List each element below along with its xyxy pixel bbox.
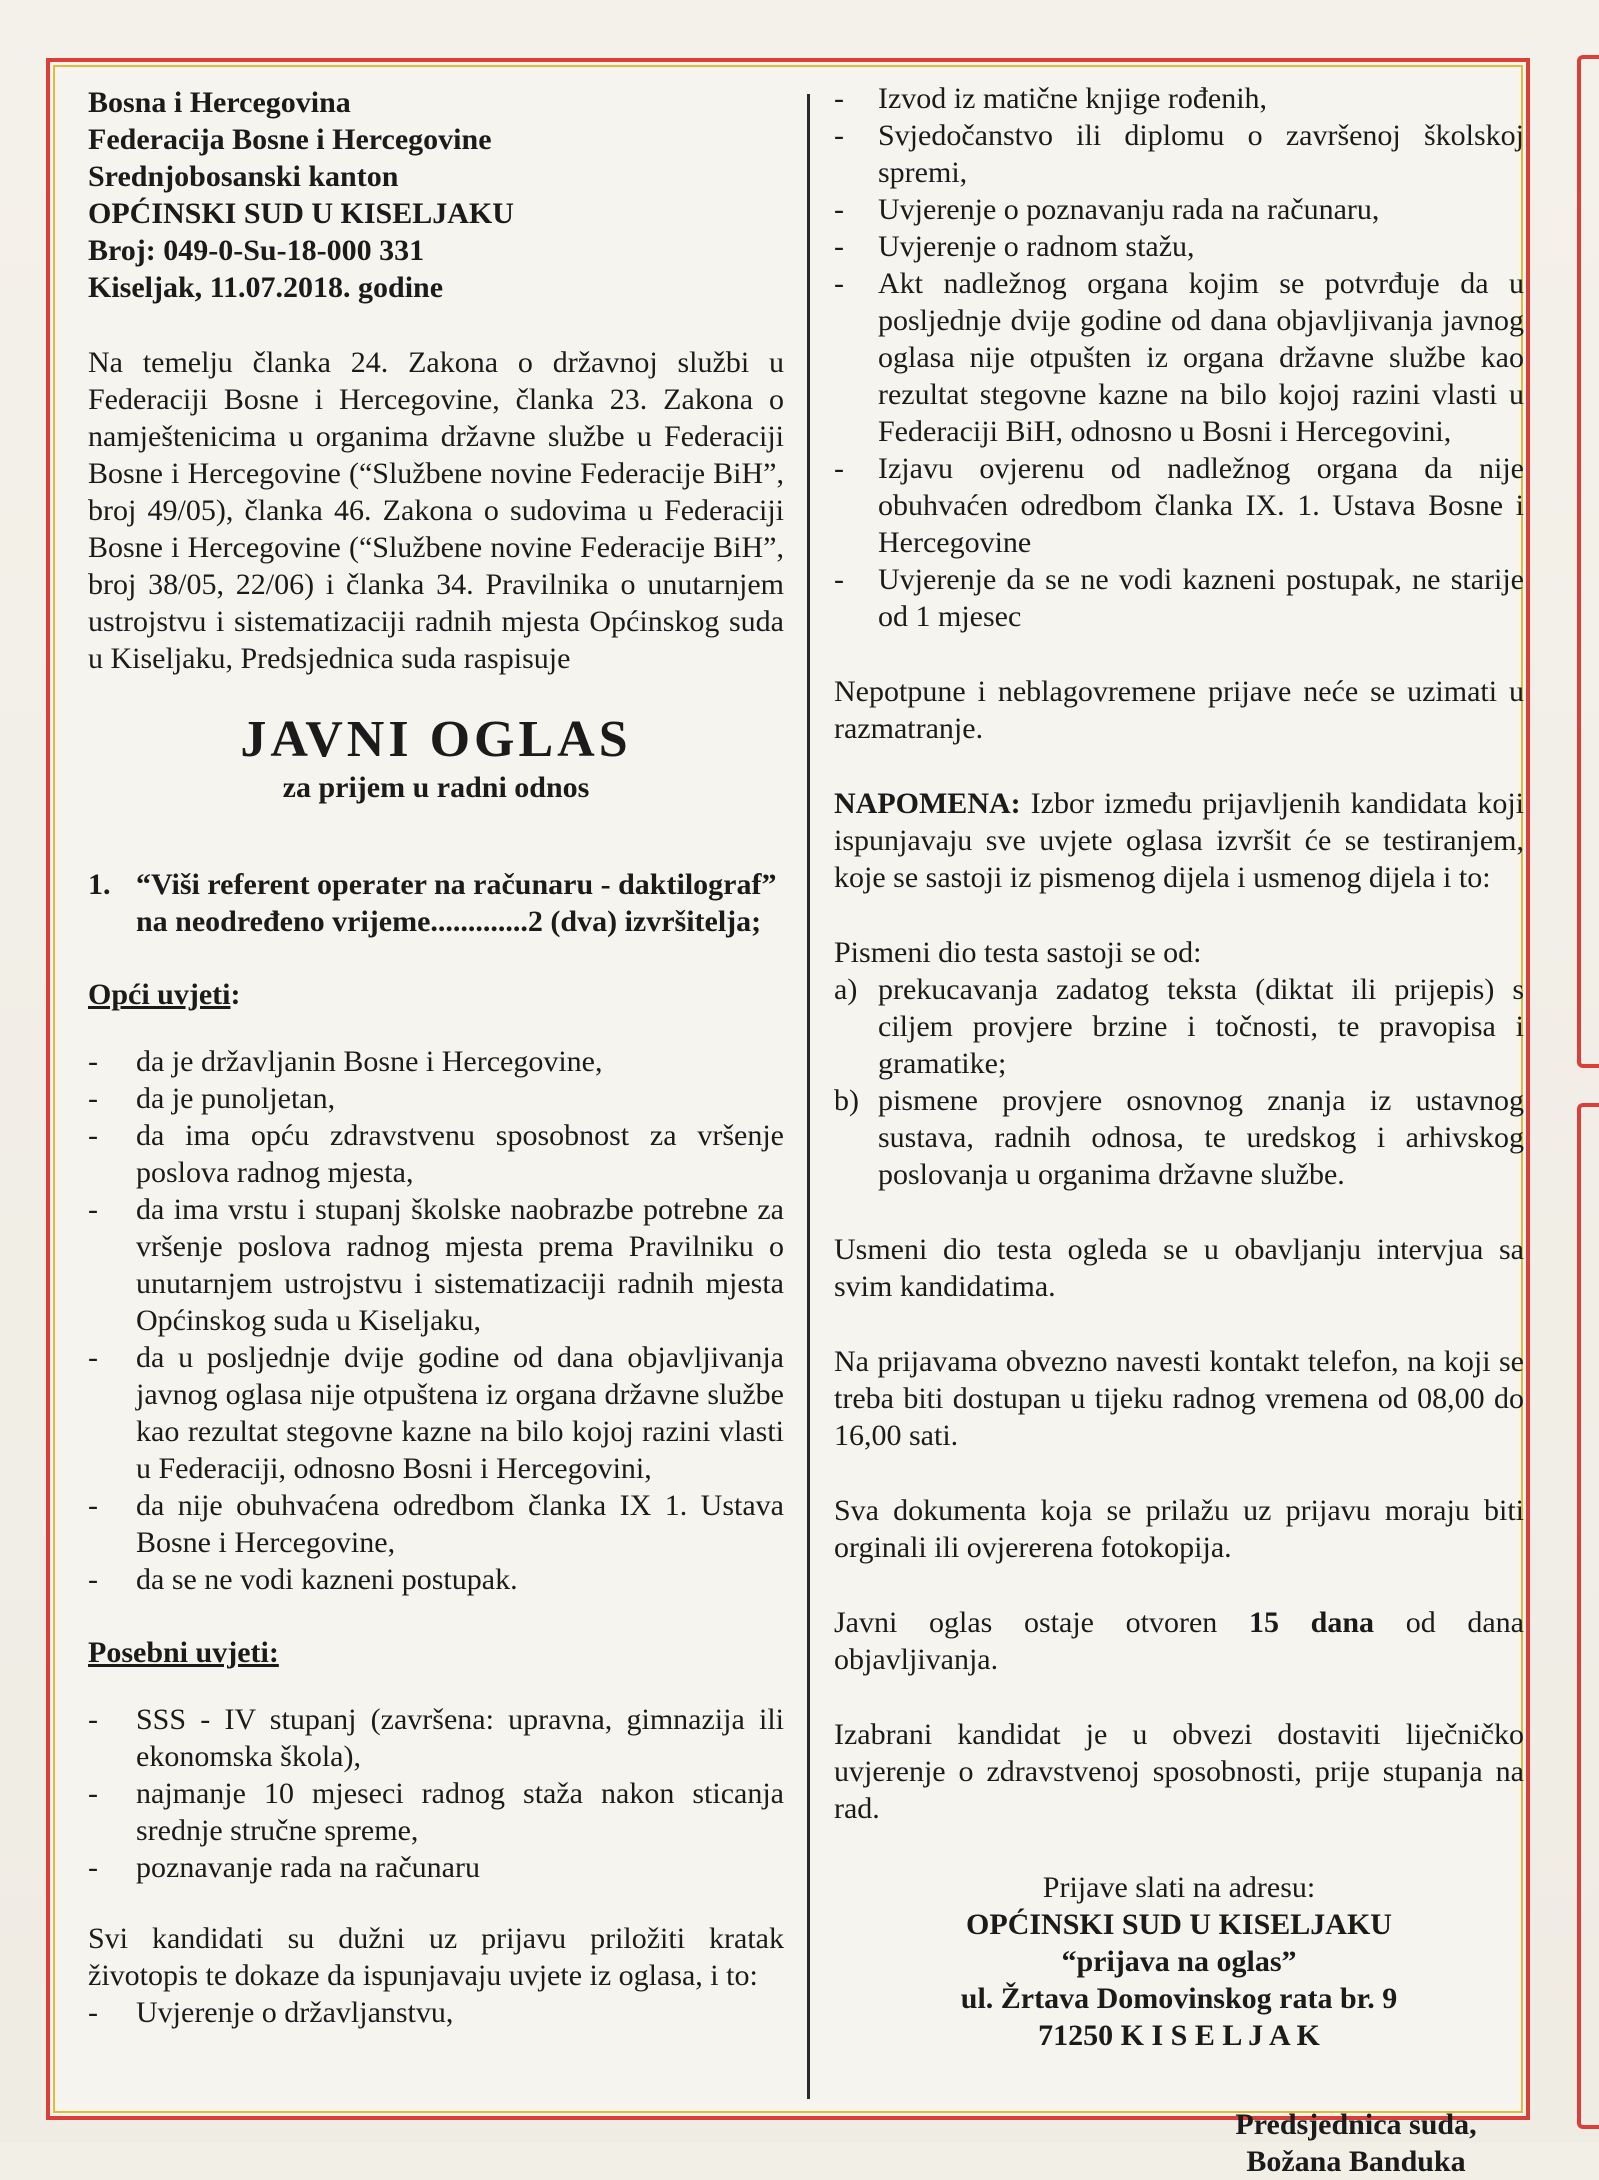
documents-list-start: [88, 1994, 784, 2031]
documents-list-continued: [834, 80, 1524, 635]
mailing-address: [834, 1869, 1524, 2054]
address-street: ul. Žrtava Domovinskog rata br. 9: [960, 1982, 1398, 2015]
open-period-text: Javni oglas ostaje otvoren 15 dana od dana objavljivanja.: [834, 1606, 1524, 1676]
list-item: - Izjavu ovjerenu od nadležnog organa da nije obuhvaćen odredbom članka IX. 1. Ustava Bosne i Hercegovine: [834, 452, 1524, 559]
list-item: b) pismene provjere osnovnog znanja iz ustavnog sustava, radnih odnosa, te uredskog i arhivskog poslovanja u organima državne službe.: [834, 1084, 1524, 1191]
header-canton: Srednjobosanski kanton: [88, 160, 399, 193]
right-column: [834, 80, 1524, 2180]
list-item: - da je državljanin Bosne i Hercegovine,: [88, 1045, 603, 1078]
written-test-intro: Pismeni dio testa sastoji se od:: [834, 936, 1202, 969]
documents-intro: Svi kandidati su dužni uz prijavu priložiti kratak životopis te dokaze da ispunjavaju uvjete iz oglasa, i to:: [88, 1922, 784, 1992]
special-conditions-list: [88, 1701, 784, 1886]
address-intro: Prijave slati na adresu:: [1042, 1871, 1316, 1904]
list-item: - Uvjerenje da se ne vodi kazneni postupak, ne starije od 1 mjesec: [834, 563, 1524, 633]
signature-block: [834, 2106, 1524, 2180]
oral-test-text: Usmeni dio testa ogleda se u obavljanju intervjua sa svim kandidatima.: [834, 1233, 1524, 1303]
signature-role: Predsjednica suda,: [1235, 2108, 1477, 2141]
signature-name: Božana Banduka: [1246, 2145, 1466, 2178]
adjacent-notice-frame-bottom: [1577, 1103, 1599, 2129]
list-item: - da se ne vodi kazneni postupak.: [88, 1563, 518, 1596]
note-label: NAPOMENA:: [834, 787, 1021, 820]
list-item: - Svjedočanstvo ili diplomu o završenoj školskoj spremi,: [834, 119, 1524, 189]
general-conditions-list: [88, 1043, 784, 1598]
list-item: - da u posljednje dvije godine od dana objavljivanja javnog oglasa nije otpuštena iz organa državne službe kao rezultat stegovne kazne na bilo kojoj razini vlasti u Federaciji, odnosno Bosni i Hercegovini,: [88, 1341, 784, 1485]
address-court: OPĆINSKI SUD U KISELJAKU: [966, 1908, 1392, 1941]
contact-phone-text: Na prijavama obvezno navesti kontakt telefon, na koji se treba biti dostupan u tijeku radnog vremena od 08,00 do 16,00 sati.: [834, 1345, 1524, 1452]
selection-note: [834, 785, 1524, 896]
address-city: 71250 K I S E L J A K: [1038, 2019, 1320, 2052]
issuer-header: [88, 84, 784, 306]
list-item: - Uvjerenje o državljanstvu,: [88, 1996, 454, 2029]
header-court: OPĆINSKI SUD U KISELJAKU: [88, 197, 514, 230]
note-text: Izbor između prijavljenih kandidata koji ispunjavaju sve uvjete oglasa izvršit će se testiranjem, koje se sastoji iz pismenog dijela i usmenog dijela i to:: [834, 787, 1524, 894]
general-conditions-heading: Opći uvjeti:: [88, 978, 241, 1011]
header-reference-number: Broj: 049-0-Su-18-000 331: [88, 234, 425, 267]
header-federation: Federacija Bosne i Hercegovine: [88, 123, 492, 156]
notice-title: JAVNI OGLAS: [240, 711, 632, 768]
list-item: - da ima vrstu i stupanj školske naobrazbe potrebne za vršenje poslova radnog mjesta prema Pravilniku o unutarnjem ustrojstvu i sistematizaciji radnih mjesta Općinskog suda u Kiseljaku,: [88, 1193, 784, 1337]
list-item: - Izvod iz matične knjige rođenih,: [834, 82, 1268, 115]
header-country: Bosna i Hercegovina: [88, 86, 351, 119]
medical-certificate-text: Izabrani kandidat je u obvezi dostaviti liječničko uvjerenje o zdravstvenoj sposobnosti, prije stupanja na rad.: [834, 1718, 1524, 1825]
list-item: - Akt nadležnog organa kojim se potvrđuje da u posljednje dvije godine od dana objavljivanja javnog oglasa nije otpušten iz organa državne službe kao rezultat stegovne kazne na bilo kojoj razini vlasti u Federaciji BiH, odnosno u Bosni i Hercegovini,: [834, 267, 1524, 448]
list-item: - SSS - IV stupanj (završena: upravna, gimnazija ili ekonomska škola),: [88, 1703, 784, 1773]
position-text: “Viši referent operater na računaru - daktilograf” na neodređeno vrijeme.............2 (dva) izvršitelja;: [136, 868, 777, 938]
original-documents-text: Sva dokumenta koja se prilažu uz prijavu moraju biti orginali ili ovjererena fotokopija.: [834, 1494, 1524, 1564]
list-item: a) prekucavanja zadatog teksta (diktat ili prijepis) s ciljem provjere brzine i točnosti, te pravopisa i gramatike;: [834, 973, 1524, 1080]
written-test-list: [834, 971, 1524, 1193]
list-item: - da nije obuhvaćena odredbom članka IX 1. Ustava Bosne i Hercegovine,: [88, 1489, 784, 1559]
address-subject: “prijava na oglas”: [1061, 1945, 1297, 1978]
adjacent-notice-frame-top: [1577, 55, 1599, 1068]
list-item: - da ima opću zdravstvenu sposobnost za vršenje poslova radnog mjesta,: [88, 1119, 784, 1189]
position-item: [88, 866, 784, 940]
public-notice: [46, 58, 1530, 2178]
column-divider: [807, 94, 810, 2099]
left-column: [88, 84, 784, 2031]
incomplete-applications-note: Nepotpune i neblagovremene prijave neće se uzimati u razmatranje.: [834, 675, 1524, 745]
list-item: - najmanje 10 mjeseci radnog staža nakon sticanja srednje stručne spreme,: [88, 1777, 784, 1847]
special-conditions-heading: Posebni uvjeti:: [88, 1636, 279, 1669]
header-date: Kiseljak, 11.07.2018. godine: [88, 271, 444, 304]
list-item: - Uvjerenje o poznavanju rada na računaru,: [834, 193, 1380, 226]
list-item: - poznavanje rada na računaru: [88, 1851, 480, 1884]
notice-subtitle: za prijem u radni odnos: [282, 771, 590, 804]
list-item: - da je punoljetan,: [88, 1082, 336, 1115]
list-item: - Uvjerenje o radnom stažu,: [834, 230, 1195, 263]
intro-paragraph: Na temelju članka 24. Zakona o državnoj službi u Federaciji Bosne i Hercegovine, članka 23. Zakona o namještenicima u organima državne službe u Federaciji Bosne i Hercegovine (“Službene novine Federacije BiH”, broj 49/05), članka 46. Zakona o sudovima u Federaciji Bosne i Hercegovine (“Službene novine Federacije BiH”, broj 38/05, 22/06) i članka 34. Pravilnika o unutarnjem ustrojstvu i sistematizaciji radnih mjesta Općinskog suda u Kiseljaku, Predsjednica suda raspisuje: [88, 346, 784, 675]
position-number: 1.: [88, 868, 111, 901]
